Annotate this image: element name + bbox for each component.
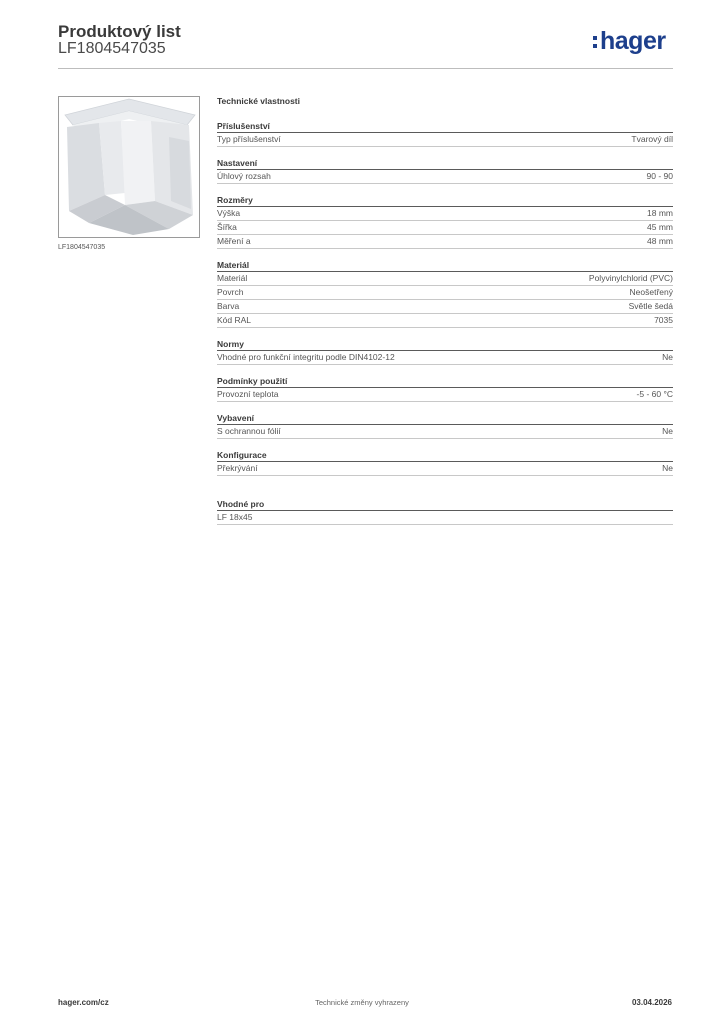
spec-row xyxy=(217,388,673,402)
spec-row xyxy=(217,511,673,525)
group-equipment xyxy=(217,412,673,439)
spec-row xyxy=(217,314,673,328)
group-settings xyxy=(217,157,673,184)
page-title: Produktový list xyxy=(58,22,181,41)
group-title: Vhodné pro xyxy=(217,498,673,511)
spec-row xyxy=(217,286,673,300)
spec-row xyxy=(217,170,673,184)
footer-note: Technické změny vyhrazeny xyxy=(315,998,409,1007)
spec-value: -5 - 60 °C xyxy=(636,389,673,399)
group-title: Normy xyxy=(217,338,673,351)
product-code: LF1804547035 xyxy=(58,40,166,57)
group-title: Podmínky použití xyxy=(217,375,673,388)
spec-label: Měření a xyxy=(217,236,251,246)
spec-row xyxy=(217,133,673,147)
spec-value: Neošetřený xyxy=(629,287,673,297)
spec-row xyxy=(217,300,673,314)
spec-label: Typ příslušenství xyxy=(217,134,281,144)
spec-row xyxy=(217,221,673,235)
spec-label: Barva xyxy=(217,301,240,311)
group-title: Vybavení xyxy=(217,412,673,425)
group-title: Materiál xyxy=(217,259,673,272)
spec-label: Výška xyxy=(217,208,241,218)
spec-row xyxy=(217,235,673,249)
logo-text: hager xyxy=(600,27,666,55)
spec-label: S ochrannou fólií xyxy=(217,426,281,436)
spec-label: Provozní teplota xyxy=(217,389,279,399)
header-divider xyxy=(58,68,673,69)
group-dimensions xyxy=(217,194,673,249)
technical-specs xyxy=(217,95,673,535)
group-title: Nastavení xyxy=(217,157,673,170)
spec-row xyxy=(217,207,673,221)
image-caption: LF1804547035 xyxy=(58,244,106,251)
spec-value: Světle šedá xyxy=(628,301,673,311)
spec-value: 45 mm xyxy=(647,222,673,232)
footer-website: hager.com/cz xyxy=(58,998,109,1007)
spec-label: Vhodné pro funkční integritu podle DIN4102-12 xyxy=(217,352,395,362)
group-suitable-for xyxy=(217,498,673,525)
group-accessories xyxy=(217,120,673,147)
spec-value: 7035 xyxy=(654,315,673,325)
spec-row xyxy=(217,462,673,476)
group-title: Konfigurace xyxy=(217,449,673,462)
group-conditions xyxy=(217,375,673,402)
spec-value: Ne xyxy=(662,352,673,362)
spec-label: Povrch xyxy=(217,287,244,297)
spec-label: Úhlový rozsah xyxy=(217,171,271,181)
spec-label: Překrývání xyxy=(217,463,258,473)
spec-row xyxy=(217,425,673,439)
spec-label: Materiál xyxy=(217,273,248,283)
spec-value: Tvarový díl xyxy=(631,134,673,144)
group-standards xyxy=(217,338,673,365)
corner-piece-illustration xyxy=(59,97,199,237)
group-title: Příslušenství xyxy=(217,120,673,133)
spec-value: Ne xyxy=(662,426,673,436)
footer-date: 03.04.2026 xyxy=(631,998,672,1007)
spec-label: Šířka xyxy=(217,222,237,232)
spec-value: Polyvinylchlorid (PVC) xyxy=(588,273,673,283)
spec-value: 48 mm xyxy=(647,236,673,246)
group-title: Rozměry xyxy=(217,194,673,207)
group-configuration xyxy=(217,449,673,476)
spec-row xyxy=(217,272,673,286)
spec-value: Ne xyxy=(662,463,673,473)
spec-row xyxy=(217,351,673,365)
group-material xyxy=(217,259,673,328)
product-image xyxy=(58,96,200,238)
spec-label: Kód RAL xyxy=(217,315,252,325)
logo-dots-icon xyxy=(593,36,597,48)
spec-value: 18 mm xyxy=(647,208,673,218)
hager-logo xyxy=(593,26,666,56)
spec-value: 90 - 90 xyxy=(646,171,673,181)
specs-title: Technické vlastnosti xyxy=(217,96,300,106)
suitable-item: LF 18x45 xyxy=(217,512,253,522)
